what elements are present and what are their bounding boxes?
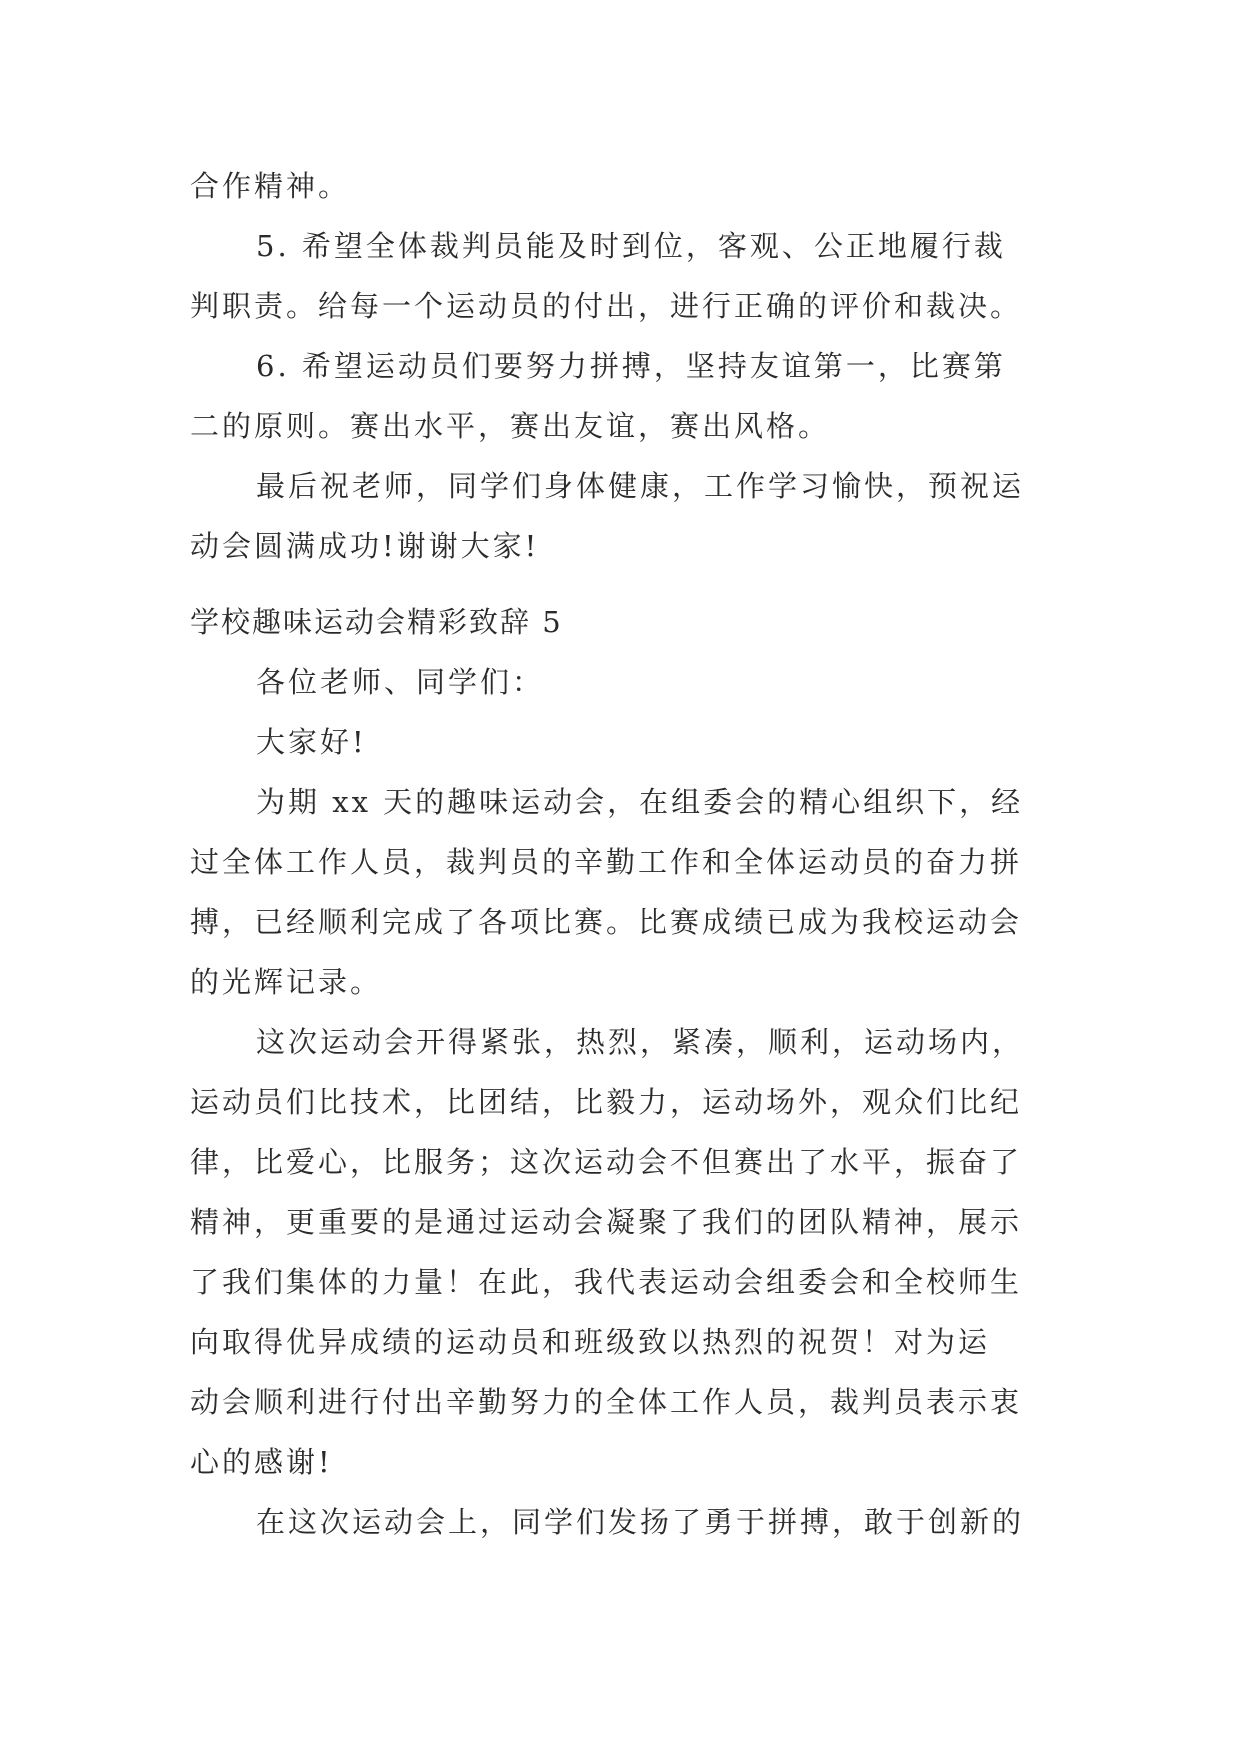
paragraph-line: 的光辉记录。: [190, 965, 383, 999]
paragraph-line: 动会圆满成功!谢谢大家!: [190, 529, 540, 563]
paragraph-line: 精神，更重要的是通过运动会凝聚了我们的团队精神，展示: [190, 1205, 1023, 1239]
salutation-line: 各位老师、同学们：: [256, 665, 545, 699]
paragraph-line: 二的原则。赛出水平，赛出友谊，赛出风格。: [190, 409, 831, 443]
paragraph-line: 在这次运动会上，同学们发扬了勇于拼搏，敢于创新的: [256, 1505, 1025, 1539]
paragraph-line: 过全体工作人员，裁判员的辛勤工作和全体运动员的奋力拼: [190, 845, 1023, 879]
paragraph-line: 判职责。给每一个运动员的付出，进行正确的评价和裁决。: [190, 289, 1023, 323]
paragraph-line: 最后祝老师，同学们身体健康，工作学习愉快，预祝运: [256, 469, 1025, 503]
section-1-body: [190, 156, 1052, 576]
paragraph-line: 运动员们比技术，比团结，比毅力，运动场外，观众们比纪: [190, 1085, 1023, 1119]
paragraph-line: 为期 xx 天的趣味运动会，在组委会的精心组织下，经: [256, 785, 1024, 819]
paragraph-line: 了我们集体的力量！在此，我代表运动会组委会和全校师生: [190, 1265, 1023, 1299]
paragraph-line: 搏，已经顺利完成了各项比赛。比赛成绩已成为我校运动会: [190, 905, 1023, 939]
section-title: 学校趣味运动会精彩致辞 5: [190, 605, 563, 639]
paragraph-line: 向取得优异成绩的运动员和班级致以热烈的祝贺！对为运: [190, 1325, 991, 1359]
section-2-body: [190, 652, 1052, 1552]
greeting-line: 大家好!: [256, 725, 367, 759]
paragraph-line: 6. 希望运动员们要努力拼搏，坚持友谊第一，比赛第: [256, 349, 1006, 383]
paragraph-line: 律，比爱心，比服务；这次运动会不但赛出了水平，振奋了: [190, 1145, 1023, 1179]
paragraph-line: 5. 希望全体裁判员能及时到位，客观、公正地履行裁: [256, 229, 1006, 263]
paragraph-line: 心的感谢!: [190, 1445, 333, 1479]
paragraph-line: 这次运动会开得紧张，热烈，紧凑，顺利，运动场内，: [256, 1025, 1025, 1059]
paragraph-line: 动会顺利进行付出辛勤努力的全体工作人员，裁判员表示衷: [190, 1385, 1023, 1419]
paragraph-line: 合作精神。: [190, 169, 351, 203]
